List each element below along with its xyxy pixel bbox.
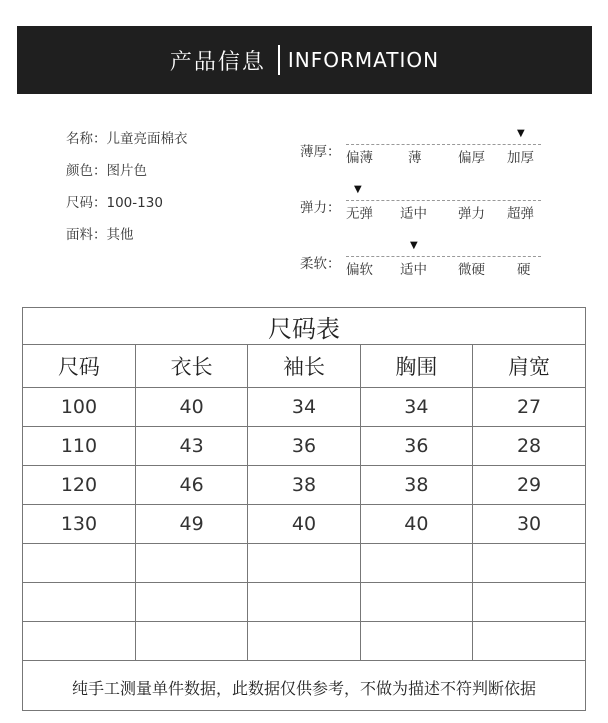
info-row-name (66, 128, 188, 160)
scale-option: 适中 (400, 206, 427, 222)
table-row (23, 427, 585, 466)
empty-row (23, 544, 585, 583)
scale-label: 柔软： (300, 256, 341, 272)
empty-row (23, 622, 585, 661)
scale-option: 超弹 (507, 206, 534, 222)
size-chart-table (22, 307, 586, 711)
table-cell: 38 (360, 466, 472, 505)
table-cell: 40 (360, 505, 472, 544)
info-key: 颜色： (66, 163, 107, 179)
info-value: 100-130 (106, 195, 163, 211)
table-cell: 110 (23, 427, 135, 466)
info-row-color (66, 160, 188, 192)
scale-option: 偏厚 (458, 150, 485, 166)
scale-dashed-line (346, 200, 541, 201)
scale-option: 薄 (408, 150, 422, 166)
table-cell: 46 (135, 466, 247, 505)
table-cell: 43 (135, 427, 247, 466)
table-cell: 130 (23, 505, 135, 544)
size-chart-header-row (23, 345, 585, 388)
table-cell: 28 (473, 427, 585, 466)
size-chart-footnote-row (23, 661, 585, 714)
table-cell: 38 (248, 466, 360, 505)
selected-marker-icon: ▼ (410, 240, 418, 251)
scale-option: 微硬 (458, 262, 485, 278)
scale-option: 无弹 (346, 206, 373, 222)
info-row-size (66, 192, 188, 224)
info-value: 图片色 (106, 163, 147, 179)
table-cell: 34 (248, 388, 360, 427)
column-header: 袖长 (248, 345, 360, 388)
table-row (23, 466, 585, 505)
scale-thickness (300, 128, 560, 168)
scale-option: 加厚 (507, 150, 534, 166)
scale-softness (300, 240, 560, 280)
table-cell: 36 (248, 427, 360, 466)
table-cell: 36 (360, 427, 472, 466)
table-cell: 49 (135, 505, 247, 544)
scale-label: 薄厚： (300, 144, 341, 160)
table-cell: 29 (473, 466, 585, 505)
info-key: 面料： (66, 227, 107, 243)
empty-row (23, 583, 585, 622)
table-cell: 120 (23, 466, 135, 505)
info-key: 名称： (66, 131, 107, 147)
selected-marker-icon: ▼ (517, 128, 525, 139)
table-cell: 27 (473, 388, 585, 427)
table-cell: 100 (23, 388, 135, 427)
scale-option: 适中 (400, 262, 427, 278)
banner-divider (278, 45, 280, 75)
scale-options (346, 146, 541, 168)
table-cell: 40 (248, 505, 360, 544)
info-key: 尺码： (66, 195, 107, 211)
scale-label: 弹力： (300, 200, 341, 216)
info-row-fabric (66, 224, 188, 256)
banner-title-cn: 产品信息 (169, 49, 266, 75)
info-value: 其他 (106, 227, 134, 243)
selected-marker-icon: ▼ (354, 184, 362, 195)
column-header: 衣长 (135, 345, 247, 388)
scale-elasticity (300, 184, 560, 224)
table-cell: 40 (135, 388, 247, 427)
table-cell: 34 (360, 388, 472, 427)
scale-option: 弹力 (458, 206, 485, 222)
column-header: 胸围 (360, 345, 472, 388)
info-value: 儿童亮面棉衣 (106, 131, 188, 147)
product-info-list (66, 128, 188, 256)
table-row (23, 505, 585, 544)
scale-option: 硬 (517, 262, 531, 278)
info-banner (17, 26, 592, 94)
scale-option: 偏软 (346, 262, 373, 278)
table-row (23, 388, 585, 427)
scale-dashed-line (346, 256, 541, 257)
scale-options (346, 258, 541, 280)
column-header: 肩宽 (473, 345, 585, 388)
scale-dashed-line (346, 144, 541, 145)
size-chart-title: 尺码表 (23, 308, 585, 345)
scale-options (346, 202, 541, 224)
banner-title-en: INFORMATION (287, 48, 440, 72)
size-chart-note: 纯手工测量单件数据，此数据仅供参考，不做为描述不符判断依据 (23, 661, 585, 714)
table-cell: 30 (473, 505, 585, 544)
column-header: 尺码 (23, 345, 135, 388)
scale-option: 偏薄 (346, 150, 373, 166)
